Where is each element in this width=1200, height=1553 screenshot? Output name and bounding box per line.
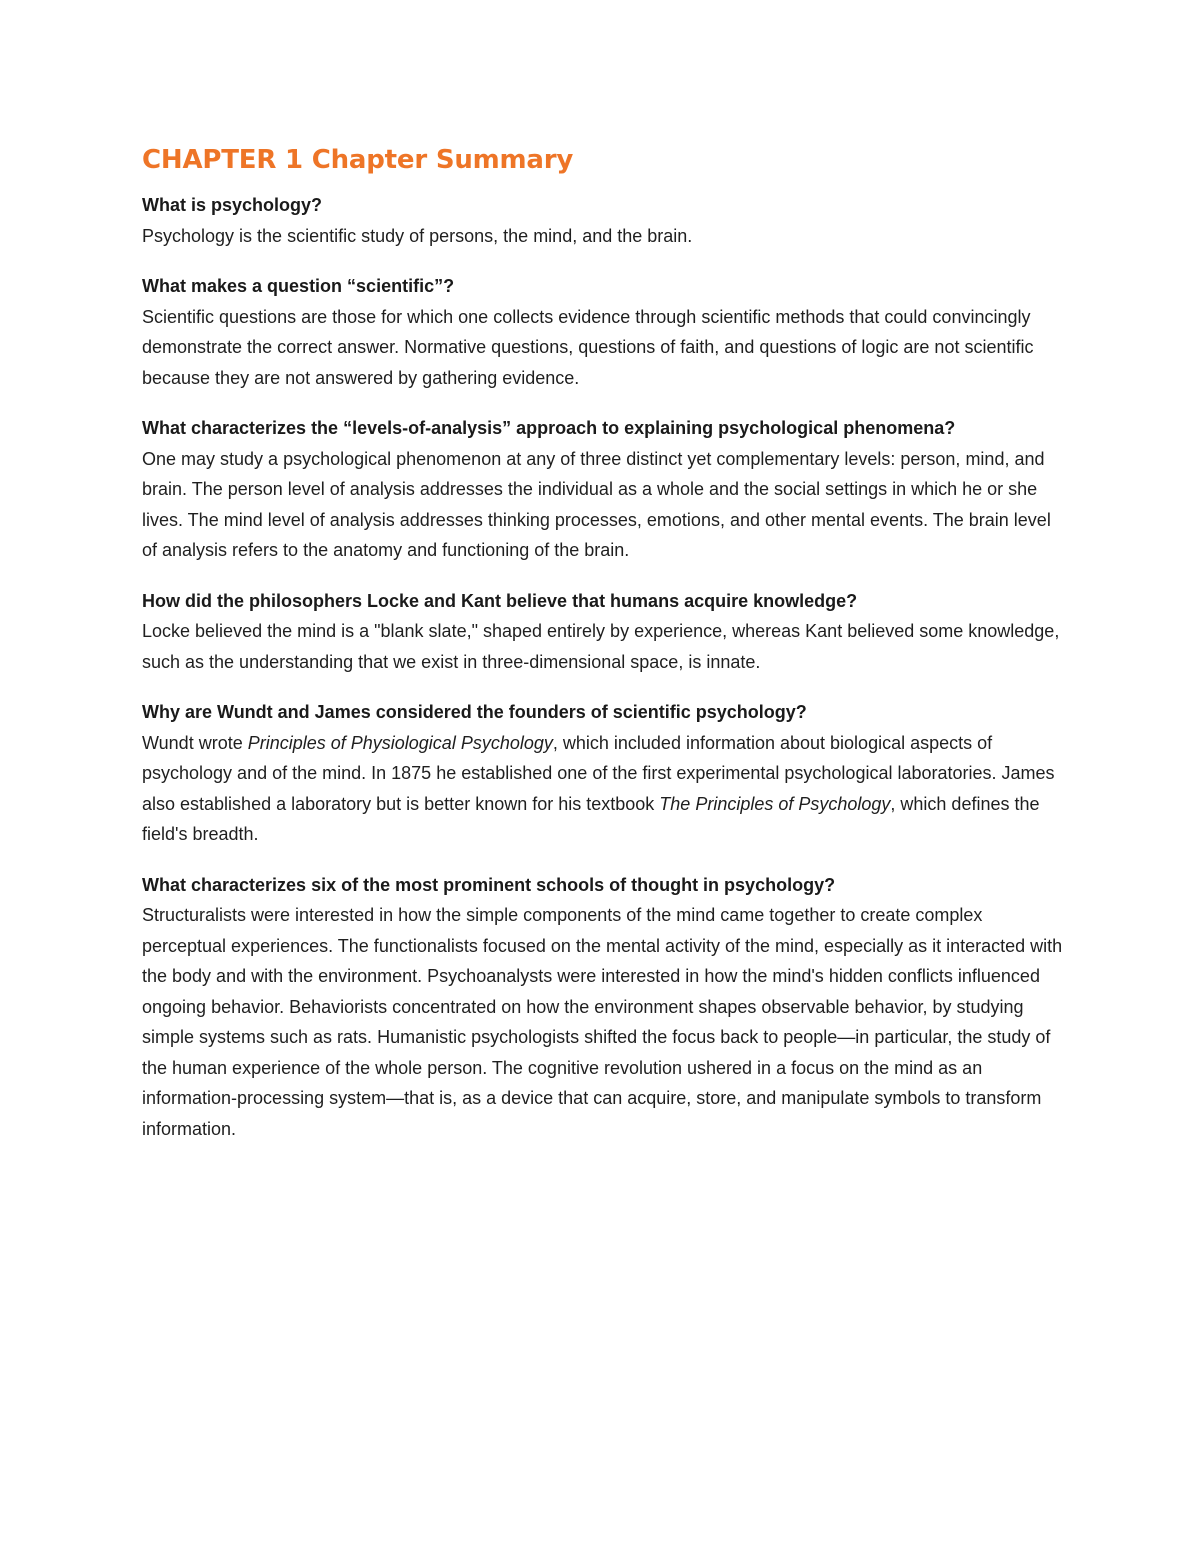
section-answer: One may study a psychological phenomenon at any of three distinct yet complementary levels: person, mind, and brain. The person level of analysis addresses the individual as a whole and the social settings in which he or she lives. The mind level of analysis addresses thinking processes, emotions, and other mental events. The brain level of analysis refers to the anatomy and functioning of the brain.	[142, 448, 1051, 560]
document-page	[142, 140, 1067, 1164]
answer-text: , which included information about biological aspects of psychology and of the mind. In 1875 he established one of the first experimental psychological laboratories. James also established a laboratory but is better known for his textbook	[142, 732, 1055, 814]
summary-section	[142, 271, 1067, 393]
section-question: What characterizes the “levels-of-analysis” approach to explaining psychological phenomena?	[142, 418, 956, 438]
section-question: Why are Wundt and James considered the founders of scientific psychology?	[142, 702, 807, 722]
section-answer: Psychology is the scientific study of persons, the mind, and the brain.	[142, 225, 693, 246]
section-question: What characterizes six of the most prominent schools of thought in psychology?	[142, 874, 836, 895]
book-title: Principles of Physiological Psychology	[247, 732, 553, 753]
section-question: What is psychology?	[142, 195, 323, 215]
section-answer: Locke believed the mind is a "blank slate," shaped entirely by experience, whereas Kant believed some knowledge, such as the understanding that we exist in three-dimensional space, is innate.	[142, 621, 1060, 672]
summary-section	[142, 190, 1067, 251]
section-question: How did the philosophers Locke and Kant believe that humans acquire knowledge?	[142, 590, 858, 611]
answer-text: , which defines the field's breadth.	[142, 793, 1040, 844]
book-title: The Principles of Psychology	[659, 793, 891, 814]
section-answer: Scientific questions are those for which one collects evidence through scientific methods that could convincingly demonstrate the correct answer. Normative questions, questions of faith, and questions of logic are not scientific because they are not answered by gathering evidence.	[142, 306, 1034, 388]
section-answer: Structuralists were interested in how the simple components of the mind came together to create complex perceptual experiences. The functionalists focused on the mental activity of the mind, especially as it interacted with the body and with the environment. Psychoanalysts were interested in how the mind's hidden conflicts influenced ongoing behavior. Behaviorists concentrated on how the environment shapes observable behavior, by studying simple systems such as rats. Humanistic psychologists shifted the focus back to people—in particular, the study of the human experience of the whole person. The cognitive revolution ushered in a focus on the mind as an information-processing system—that is, as a device that can acquire, store, and manipulate symbols to transform information.	[142, 905, 1063, 1139]
summary-section	[142, 697, 1067, 850]
summary-section	[142, 413, 1067, 566]
summary-section	[142, 586, 1067, 678]
chapter-title: CHAPTER 1 Chapter Summary	[142, 145, 574, 175]
section-question: What makes a question “scientific”?	[142, 276, 455, 296]
answer-text: Wundt wrote	[142, 732, 248, 753]
summary-section	[142, 870, 1067, 1145]
section-answer	[142, 728, 1067, 850]
